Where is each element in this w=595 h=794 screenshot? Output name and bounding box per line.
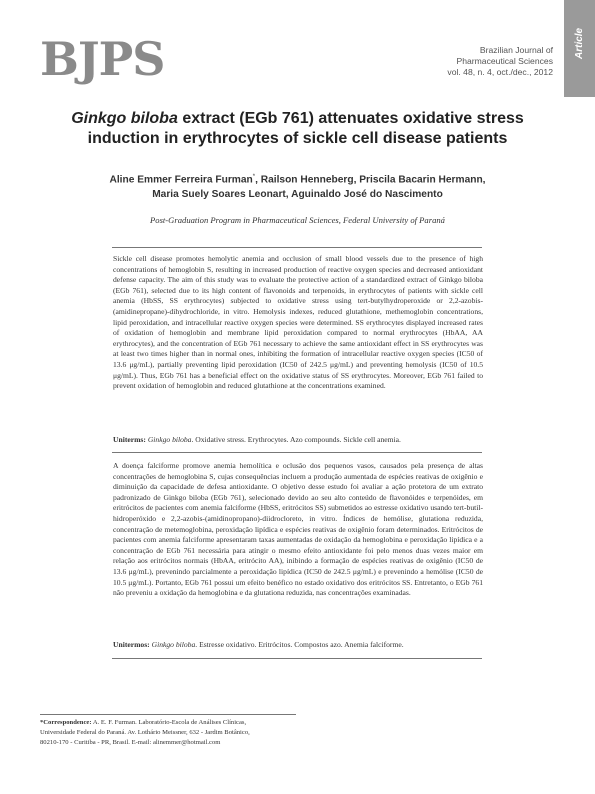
- keywords-portuguese-rest: . Estresse oxidativo. Eritrócitos. Compostos azo. Anemia falciforme.: [195, 640, 404, 649]
- title-line1: extract (EGb 761) attenuates oxidative stress: [182, 110, 524, 127]
- title-line2: induction in erythrocytes of sickle cell disease patients: [87, 130, 508, 147]
- abstract-english-text: Sickle cell disease promotes hemolytic anemia and occlusion of small blood vessels due to the presence of high concentrations of hemoglobin S, resulting in increased production of reactive oxygen species and decreased antioxidant defense capacity. The aim of this study was to evaluate the protective action of a standardized extract of Ginkgo biloba (EGb 761), selected due to its high content of flavonoids and terpenoids, in erythrocytes of patients with sickle cell anemia (HbSS, SS erythrocytes) subjected to oxidative stress using tert-butylhydroperoxide or 2,2-azobis-(amidinepropane)-dihydrochloride, in vitro. Hemolysis indexes, reduced glutathione, methemoglobin concentrations, lipid peroxidation, and intracellular reactive oxygen species were determined. SS erythrocytes displayed increased rates of oxidation of hemoglobin and membrane lipid peroxidation compared to normal erythrocytes (HbAA, AA erythrocytes), and the concentration of EGb 761 necessary to achieve the same antioxidant effect in SS erythrocytes was at least two times higher than in normal ones, inhibiting the formation of intracellular reactive oxygen species (IC50 of 13.6 μg/mL), partially preventing lipid peroxidation (IC50 of 242.5 μg/mL) and preventing hemolysis (IC50 of 10.5 μg/mL). Thus, EGb 761 has a beneficial effect on the oxidative status of SS erythrocytes. Moreover, EGb 761 failed to prevent oxidation of hemoglobin and reduced glutathione at the concentrations examined.: [113, 254, 483, 391]
- keywords-english-label: Uniterms:: [113, 435, 146, 444]
- keywords-portuguese: [113, 640, 483, 650]
- divider-top: [112, 247, 482, 248]
- authors-line2: Maria Suely Soares Leonart, Aguinaldo José do Nascimento: [152, 189, 443, 201]
- footnote-line3: 80210-170 - Curitiba - PR, Brasil. E-mail: alinemmer@hotmail.com: [40, 739, 221, 746]
- keywords-english-italic: Ginkgo biloba: [147, 435, 192, 444]
- divider-middle: [112, 452, 482, 453]
- footnote-divider: [40, 714, 296, 715]
- footnote-label: *Correspondence:: [40, 719, 92, 726]
- footnote-line2: Universidade Federal do Paraná. Av. Lothário Meissner, 632 - Jardim Botânico,: [40, 729, 250, 736]
- abstract-portuguese-text: A doença falciforme promove anemia hemolítica e oclusão dos pequenos vasos, causados pela presença de altas concentrações de hemoglobina S, cujas consequências incluem a produção aumentada de espécies reativas de oxigênio e diminuição da capacidade de defesa antioxidante. O objetivo desse estudo foi avaliar a ação protetora de um extrato padronizado de Ginkgo biloba (EGb 761), selecionado devido ao seu alto conteúdo de flavonóides e terpenóides, em eritrócitos de pacientes com anemia falciforme (HbSS, eritrócitos SS) submetidos ao estresse oxidativo usando tert-butil-hidroperóxido e 2,2-azobis-(amidinopropano)-diidrocloreto, in vitro. Índices de hemólise, glutationa reduzida, concentração de metemoglobina, peroxidação lipídica e espécies reativas de oxigênio foram determinados. Eritrócitos de pacientes com anemia falciforme apresentaram taxas aumentadas de oxidação da hemoglobina e peroxidação lipídica e a concentração de EGb 761 necessária para atingir o mesmo efeito antioxidante foi pelo menos duas vezes maior em relação aos eritrócitos normais (HbAA, eritrócito AA), inibindo a formação de espécies reativas de oxigênio (IC50 de 13.6 μg/mL), prevenindo parcialmente a peroxidação lipídica (IC50 de 242.5 μg/mL) e prevenindo a hemólise (IC50 de 10.5 μg/mL). Portanto, EGb 761 possui um efeito benéfico no estado oxidativo dos eritrócitos SS. Entretanto, o EGb 761 não preveniu a oxidação da hemoglobina e da glutationa reduzida, nas concentrações examinadas.: [113, 461, 483, 598]
- author-list: [60, 170, 535, 202]
- keywords-portuguese-label: Unitermos:: [113, 640, 150, 649]
- journal-logo: BJPS: [40, 32, 165, 86]
- author-first: Aline Emmer Ferreira Furman: [109, 174, 253, 186]
- title-italic: Ginkgo biloba: [71, 110, 178, 127]
- authors-line1: , Railson Henneberg, Priscila Bacarin Hermann,: [255, 174, 486, 186]
- article-type-tab: [564, 0, 595, 97]
- correspondence-footnote: [40, 718, 340, 748]
- paper-title: [50, 109, 545, 149]
- abstract-portuguese: [113, 461, 483, 599]
- keywords-english: [113, 435, 483, 445]
- footnote-line1: A. E. F. Furman. Laboratório-Escola de Análises Clínicas,: [92, 719, 247, 726]
- journal-name-line1: Brazilian Journal of: [479, 45, 553, 55]
- divider-bottom: [112, 658, 482, 659]
- journal-name-line2: Pharmaceutical Sciences: [456, 56, 553, 66]
- keywords-portuguese-italic: Ginkgo biloba: [151, 640, 196, 649]
- article-type-label: Article: [574, 27, 585, 59]
- journal-info: [447, 45, 553, 78]
- keywords-english-rest: . Oxidative stress. Erythrocytes. Azo compounds. Sickle cell anemia.: [191, 435, 401, 444]
- abstract-english: [113, 254, 483, 392]
- affiliation: Post-Graduation Program in Pharmaceutical Sciences, Federal University of Paraná: [150, 215, 445, 225]
- journal-issue: vol. 48, n. 4, oct./dec., 2012: [447, 67, 553, 77]
- corresponding-mark: *: [252, 174, 256, 180]
